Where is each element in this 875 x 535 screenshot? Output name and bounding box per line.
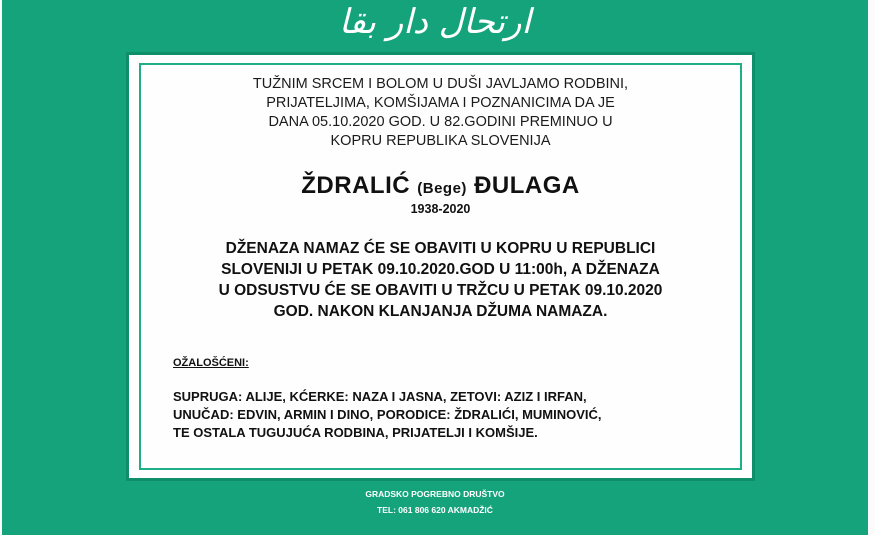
intro-text [141,75,740,151]
funeral-notice [141,238,740,322]
deceased-first-name: ĐULAGA [474,172,580,199]
intro-line: TUŽNIM SRCEM I BOLOM U DUŠI JAVLJAMO RODBINI, [252,76,629,92]
obituary-sheet [2,0,868,535]
mourners-list [173,388,720,442]
company-phone: TEL: 061 806 620 AKMADŽIĆ [377,505,493,515]
intro-line: PRIJATELJIMA, KOMŠIJAMA I POZNANICIMA DA JE [266,95,615,111]
arabic-calligraphy-header: ارتحال دار بقا [339,2,531,42]
mourners-line: SUPRUGA: ALIJE, KĆERKE: NAZA I JASNA, ZETOVI: AZIZ I IRFAN, [173,389,587,404]
notice-inner-border [139,63,742,470]
funeral-company-footer [2,486,868,518]
intro-line: DANA 05.10.2020 GOD. U 82.GODINI PREMINUO U [268,114,613,130]
life-years: 1938-2020 [410,202,471,216]
funeral-line: SLOVENIJI U PETAK 09.10.2020.GOD U 11:00h, A DŽENAZA [221,261,660,278]
mourners-line: TE OSTALA TUGUJUĆA RODBINA, PRIJATELJI I KOMŠIJE. [173,425,538,440]
notice-frame [129,55,752,478]
funeral-line: U ODSUSTVU ĆE SE OBAVITI U TRŽCU U PETAK 09.10.2020 [218,282,663,299]
deceased-nickname: (Bege) [417,180,467,197]
mourners-heading: OŽALOŠĆENI: [173,357,249,369]
deceased-name [141,172,740,200]
company-name: GRADSKO POGREBNO DRUŠTVO [365,489,505,499]
funeral-line: GOD. NAKON KLANJANJA DŽUMA NAMAZA. [273,303,608,320]
intro-line: KOPRU REPUBLIKA SLOVENIJA [330,133,551,149]
funeral-line: DŽENAZA NAMAZ ĆE SE OBAVITI U KOPRU U REPUBLICI [225,240,656,257]
deceased-surname: ŽDRALIĆ [301,172,411,199]
mourners-line: UNUČAD: EDVIN, ARMIN I DINO, PORODICE: ŽDRALIĆI, MUMINOVIĆ, [173,407,602,422]
